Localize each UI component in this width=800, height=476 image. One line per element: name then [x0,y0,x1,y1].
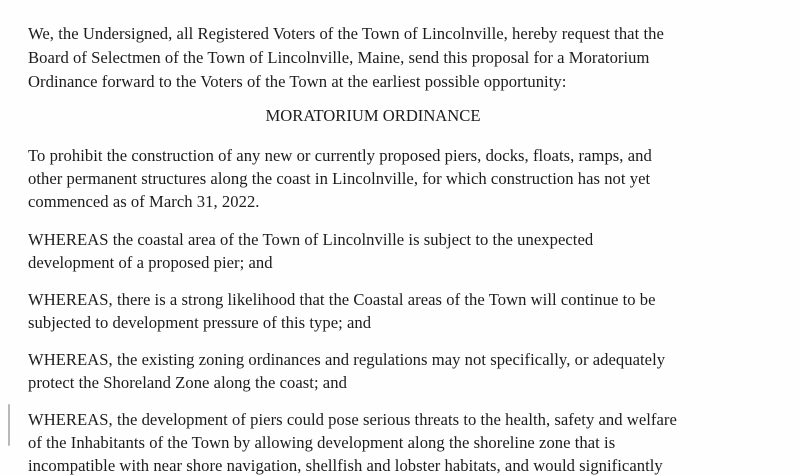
purpose-line-2: other permanent structures along the coast in Lincolnville, for which construction has not yet [28,169,651,188]
ordinance-title: MORATORIUM ORDINANCE [265,106,481,125]
whereas-4-line-1: WHEREAS, the development of piers could pose serious threats to the health, safety and welfare [28,410,677,429]
whereas-1-line-1: WHEREAS the coastal area of the Town of Lincolnville is subject to the unexpected [28,230,594,249]
whereas-1-line-2: development of a proposed pier; and [28,253,273,272]
intro-line-1: We, the Undersigned, all Registered Voters of the Town of Lincolnville, hereby request that the [28,24,664,43]
whereas-4-line-3: incompatible with near shore navigation, shellfish and lobster habitats, and would significantly [28,456,663,475]
intro-line-2: Board of Selectmen of the Town of Lincolnville, Maine, send this proposal for a Moratorium [28,48,650,67]
whereas-4-line-2: of the Inhabitants of the Town by allowing development along the shoreline zone that is [28,433,616,452]
whereas-2-line-2: subjected to development pressure of this type; and [28,313,372,332]
purpose-line-1: To prohibit the construction of any new or currently proposed piers, docks, floats, ramps, and [28,146,652,165]
whereas-3-line-1: WHEREAS, the existing zoning ordinances and regulations may not specifically, or adequately [28,350,666,369]
intro-line-3: Ordinance forward to the Voters of the Town at the earliest possible opportunity: [28,72,567,91]
whereas-2-line-1: WHEREAS, there is a strong likelihood that the Coastal areas of the Town will continue to be [28,290,656,309]
whereas-3-line-2: protect the Shoreland Zone along the coast; and [28,373,347,392]
purpose-line-3: commenced as of March 31, 2022. [28,192,260,211]
margin-scan-mark [8,404,10,446]
